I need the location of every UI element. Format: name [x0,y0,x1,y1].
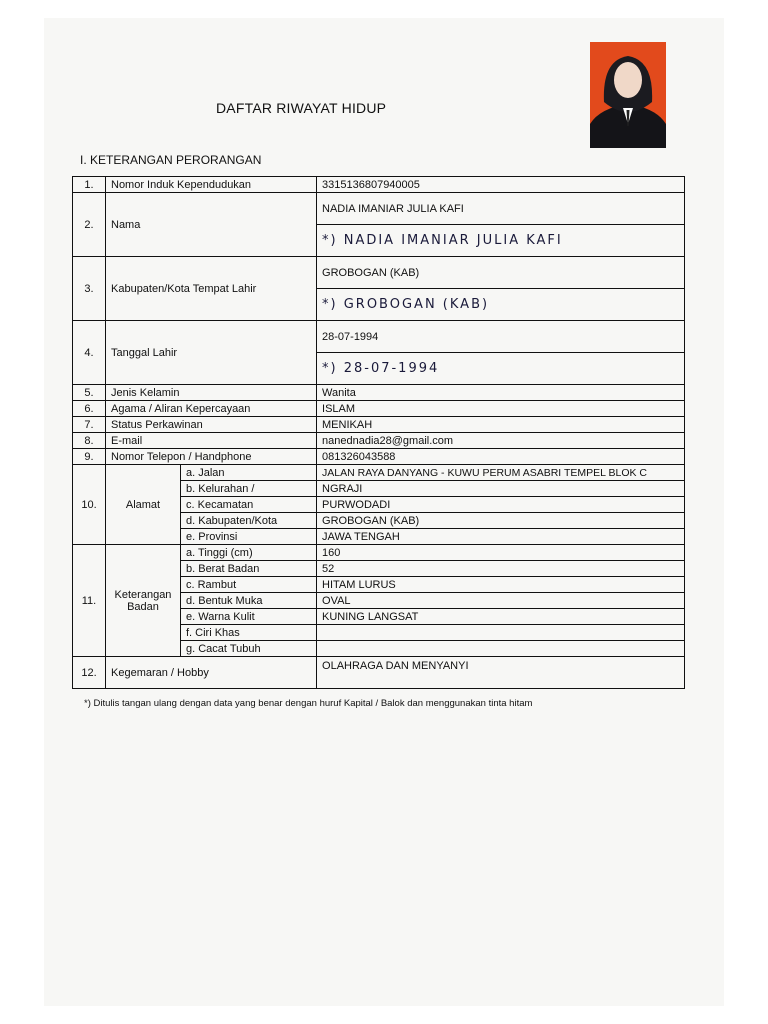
sub-field-label: a. Tinggi (cm) [181,545,317,561]
section-heading: I. KETERANGAN PERORANGAN [80,153,262,167]
row-number: 1. [73,177,106,193]
table-row [73,545,685,561]
handwritten-value: *) GROBOGAN (KAB) [317,289,685,321]
field-label: Jenis Kelamin [106,385,317,401]
row-number: 11. [73,545,106,657]
sub-field-label: f. Ciri Khas [181,625,317,641]
sub-field-label: c. Kecamatan [181,497,317,513]
sub-field-label: d. Bentuk Muka [181,593,317,609]
row-number: 9. [73,449,106,465]
row-number: 12. [73,657,106,689]
field-value: 081326043588 [317,449,685,465]
field-value: JAWA TENGAH [317,529,685,545]
field-value: PURWODADI [317,497,685,513]
table-row [73,193,685,225]
biodata-table [72,176,685,689]
table-row [73,321,685,353]
field-value: KUNING LANGSAT [317,609,685,625]
table-row [73,417,685,433]
field-value: NADIA IMANIAR JULIA KAFI [317,193,685,225]
table-row [73,257,685,289]
handwritten-value: *) 28-07-1994 [317,353,685,385]
field-value [317,625,685,641]
row-number: 7. [73,417,106,433]
field-label: Tanggal Lahir [106,321,317,385]
table-row [73,433,685,449]
field-label: Nomor Telepon / Handphone [106,449,317,465]
field-value: 52 [317,561,685,577]
field-value [317,641,685,657]
field-label: Status Perkawinan [106,417,317,433]
field-value: 28-07-1994 [317,321,685,353]
row-number: 4. [73,321,106,385]
table-row [73,385,685,401]
field-value: 3315136807940005 [317,177,685,193]
field-label: Keterangan Badan [106,545,181,657]
field-value: nanednadia28@gmail.com [317,433,685,449]
sub-field-label: e. Warna Kulit [181,609,317,625]
row-number: 3. [73,257,106,321]
field-label: Kegemaran / Hobby [106,657,317,689]
row-number: 8. [73,433,106,449]
sub-field-label: b. Kelurahan / [181,481,317,497]
field-label: Alamat [106,465,181,545]
field-label: Agama / Aliran Kepercayaan [106,401,317,417]
table-row [73,177,685,193]
footnote: *) Ditulis tangan ulang dengan data yang benar dengan huruf Kapital / Balok dan menggunakan tinta hitam [84,698,533,709]
row-number: 5. [73,385,106,401]
field-label: Kabupaten/Kota Tempat Lahir [106,257,317,321]
handwritten-value: *) NADIA IMANIAR JULIA KAFI [317,225,685,257]
sub-field-label: b. Berat Badan [181,561,317,577]
field-value: MENIKAH [317,417,685,433]
field-value: GROBOGAN (KAB) [317,513,685,529]
field-value: Wanita [317,385,685,401]
field-value: NGRAJI [317,481,685,497]
table-row [73,449,685,465]
field-value: OVAL [317,593,685,609]
field-label: Nomor Induk Kependudukan [106,177,317,193]
row-number: 2. [73,193,106,257]
field-value: OLAHRAGA DAN MENYANYI [317,657,685,689]
profile-photo [590,42,666,148]
field-value: 160 [317,545,685,561]
row-number: 6. [73,401,106,417]
field-value: JALAN RAYA DANYANG - KUWU PERUM ASABRI TEMPEL BLOK C [317,465,685,481]
table-row [73,465,685,481]
field-value: ISLAM [317,401,685,417]
table-row [73,401,685,417]
sub-field-label: a. Jalan [181,465,317,481]
document-title: DAFTAR RIWAYAT HIDUP [216,100,387,116]
sub-field-label: g. Cacat Tubuh [181,641,317,657]
sub-field-label: c. Rambut [181,577,317,593]
sub-field-label: e. Provinsi [181,529,317,545]
field-label: E-mail [106,433,317,449]
row-number: 10. [73,465,106,545]
sub-field-label: d. Kabupaten/Kota [181,513,317,529]
field-label: Nama [106,193,317,257]
field-value: GROBOGAN (KAB) [317,257,685,289]
field-value: HITAM LURUS [317,577,685,593]
table-row [73,657,685,689]
